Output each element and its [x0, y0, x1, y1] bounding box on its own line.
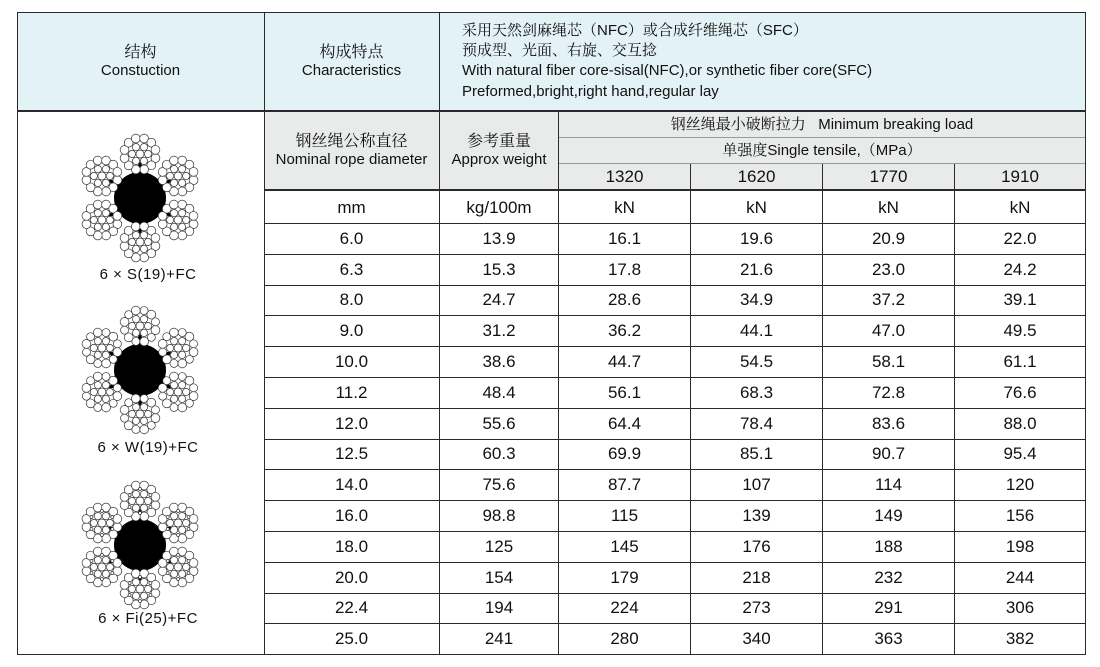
construction-label-warrington: 6 × W(19)+FC: [97, 439, 199, 456]
table-cell-load-1620: 139: [742, 506, 771, 526]
table-cell-diameter: 9.0: [339, 321, 364, 341]
table-cell-weight: 31.2: [482, 321, 516, 341]
diameter-header-cn: 钢丝绳公称直径: [295, 133, 408, 150]
table-cell-weight: 15.3: [482, 259, 516, 279]
diameter-header-en: Nominal rope diameter: [275, 151, 428, 168]
table-cell-load-1910: 76.6: [1003, 382, 1037, 402]
table-cell-load-1770: 20.9: [871, 228, 906, 248]
table-cell-load-1320: 115: [610, 506, 639, 526]
table-cell-load-1620: 176: [742, 536, 771, 556]
structure-header: [17, 13, 264, 110]
table-cell-load-1320: 224: [610, 598, 639, 618]
table-cell-diameter: 16.0: [334, 506, 369, 526]
breaking-load-divider: [559, 137, 1086, 138]
weight-header: [440, 112, 558, 189]
table-cell-load-1770: 47.0: [871, 321, 906, 341]
table-cell-diameter: 14.0: [334, 475, 369, 495]
description-line-2: 预成型、光面、右旋、交互捻: [462, 42, 658, 59]
table-cell-load-1910: 382: [1005, 629, 1035, 649]
table-cell-load-1910: 24.2: [1003, 259, 1037, 279]
table-cell-diameter: 6.0: [339, 228, 364, 248]
table-bottom-border: [17, 654, 1086, 655]
construction-warrington: [17, 290, 264, 440]
characteristics-header-en: Characteristics: [301, 62, 402, 79]
table-cell-load-1620: 340: [742, 629, 771, 649]
table-cell-diameter: 22.4: [334, 598, 369, 618]
construction-filler: [17, 465, 264, 615]
characteristics-column-border: [439, 12, 440, 655]
table-cell-diameter: 18.0: [334, 536, 369, 556]
unit-kn-1320: kN: [614, 198, 635, 217]
table-cell-load-1910: 61.1: [1003, 352, 1037, 372]
table-cell-load-1620: 85.1: [739, 444, 774, 464]
table-cell-load-1620: 21.6: [739, 259, 774, 279]
grade-1910: 1910: [1001, 166, 1039, 186]
table-cell-weight: 24.7: [482, 290, 516, 310]
unit-kn-1620: kN: [746, 198, 767, 217]
table-cell-load-1320: 17.8: [607, 259, 642, 279]
table-cell-load-1910: 120: [1005, 475, 1035, 495]
table-cell-load-1620: 107: [742, 475, 771, 495]
table-cell-load-1910: 244: [1005, 567, 1035, 587]
table-cell-load-1910: 88.0: [1003, 413, 1037, 433]
characteristics-header: [264, 13, 439, 110]
table-cell-load-1320: 280: [610, 629, 639, 649]
grade-1770-border: [822, 164, 823, 655]
construction-label-seale: 6 × S(19)+FC: [99, 266, 197, 283]
table-cell-load-1320: 179: [610, 567, 639, 587]
table-cell-diameter: 10.0: [334, 352, 369, 372]
table-cell-load-1620: 54.5: [739, 352, 774, 372]
table-cell-diameter: 25.0: [334, 629, 369, 649]
table-cell-load-1770: 23.0: [871, 259, 906, 279]
table-cell-weight: 48.4: [482, 382, 516, 402]
table-cell-load-1620: 19.6: [739, 228, 774, 248]
diameter-header: [264, 112, 439, 189]
unit-mm: mm: [337, 198, 366, 217]
structure-header-en: Constuction: [100, 62, 181, 79]
table-cell-load-1320: 16.1: [607, 228, 642, 248]
table-cell-load-1770: 114: [874, 475, 903, 495]
grade-1770: 1770: [869, 166, 908, 186]
table-cell-load-1320: 44.7: [607, 352, 642, 372]
grade-1620-border: [690, 164, 691, 655]
description-line-3: With natural fiber core-sisal(NFC),or synthetic fiber core(SFC): [462, 62, 873, 79]
table-cell-load-1320: 36.2: [607, 321, 642, 341]
table-cell-load-1320: 145: [610, 536, 639, 556]
rope-cross-section-filler-icon: [65, 470, 215, 620]
construction-label-filler: 6 × Fi(25)+FC: [98, 610, 198, 627]
weight-column-border: [558, 112, 559, 655]
table-cell-load-1770: 363: [874, 629, 903, 649]
table-cell-weight: 55.6: [482, 413, 516, 433]
table-cell-weight: 241: [484, 629, 514, 649]
grade-1620: 1620: [737, 166, 776, 186]
structure-header-cn: 结构: [124, 44, 157, 61]
table-cell-diameter: 12.0: [334, 413, 369, 433]
table-cell-weight: 98.8: [482, 506, 516, 526]
table-cell-load-1910: 39.1: [1003, 290, 1037, 310]
table-cell-weight: 125: [484, 536, 514, 556]
table-cell-load-1620: 34.9: [739, 290, 774, 310]
table-cell-load-1320: 28.6: [607, 290, 642, 310]
table-cell-load-1620: 44.1: [739, 321, 774, 341]
weight-header-cn: 参考重量: [466, 133, 531, 150]
table-cell-load-1770: 72.8: [871, 382, 906, 402]
table-cell-weight: 13.9: [482, 228, 516, 248]
table-cell-load-1770: 149: [874, 506, 903, 526]
structure-column-border: [264, 12, 265, 655]
table-cell-load-1910: 198: [1005, 536, 1035, 556]
table-cell-load-1620: 218: [742, 567, 771, 587]
table-cell-load-1910: 22.0: [1003, 228, 1037, 248]
table-cell-weight: 194: [484, 598, 514, 618]
table-cell-load-1770: 291: [874, 598, 903, 618]
table-cell-load-1770: 90.7: [871, 444, 906, 464]
table-cell-load-1910: 95.4: [1003, 444, 1037, 464]
grade-1320: 1320: [605, 166, 644, 186]
table-cell-diameter: 8.0: [339, 290, 364, 310]
table-right-border: [1085, 12, 1086, 655]
table-left-border: [17, 12, 18, 655]
table-cell-diameter: 20.0: [334, 567, 369, 587]
table-cell-load-1910: 49.5: [1003, 321, 1037, 341]
rope-cross-section-seale-icon: [65, 123, 215, 273]
characteristics-header-cn: 构成特点: [319, 44, 384, 61]
table-cell-weight: 75.6: [482, 475, 516, 495]
table-cell-diameter: 12.5: [334, 444, 369, 464]
table-cell-load-1320: 64.4: [607, 413, 642, 433]
table-cell-load-1320: 69.9: [607, 444, 642, 464]
table-cell-load-1910: 156: [1005, 506, 1035, 526]
table-cell-load-1770: 37.2: [871, 290, 906, 310]
table-cell-weight: 60.3: [482, 444, 516, 464]
weight-header-en: Approx weight: [451, 151, 547, 168]
table-cell-load-1620: 273: [742, 598, 771, 618]
table-cell-load-1910: 306: [1005, 598, 1035, 618]
subheader-bottom-border: [264, 189, 1086, 191]
table-cell-load-1770: 188: [874, 536, 903, 556]
table-cell-load-1320: 56.1: [607, 382, 642, 402]
construction-description: [462, 22, 1082, 103]
description-line-1: 采用天然剑麻绳芯（NFC）或合成纤维绳芯（SFC）: [462, 22, 808, 39]
table-cell-diameter: 11.2: [335, 382, 368, 402]
header-bottom-border: [17, 110, 1086, 112]
unit-kg-per-100m: kg/100m: [466, 198, 532, 217]
table-cell-load-1770: 58.1: [871, 352, 906, 372]
table-top-border: [17, 12, 1086, 13]
table-cell-load-1770: 83.6: [871, 413, 906, 433]
table-cell-diameter: 6.3: [339, 259, 364, 279]
table-cell-load-1770: 232: [874, 567, 903, 587]
rope-cross-section-warrington-icon: [65, 295, 215, 445]
breaking-load-header: 钢丝绳最小破断拉力 Minimum breaking load: [670, 115, 974, 133]
unit-kn-1910: kN: [1009, 198, 1031, 217]
table-cell-load-1620: 68.3: [739, 382, 774, 402]
table-cell-weight: 154: [484, 567, 514, 587]
tensile-header: 单强度Single tensile,（MPa）: [722, 141, 922, 159]
table-cell-load-1620: 78.4: [739, 413, 774, 433]
table-cell-load-1320: 87.7: [607, 475, 642, 495]
table-cell-weight: 38.6: [482, 352, 516, 372]
unit-kn-1770: kN: [878, 198, 899, 217]
description-line-4: Preformed,bright,right hand,regular lay: [462, 83, 719, 100]
grade-1910-border: [954, 164, 955, 655]
